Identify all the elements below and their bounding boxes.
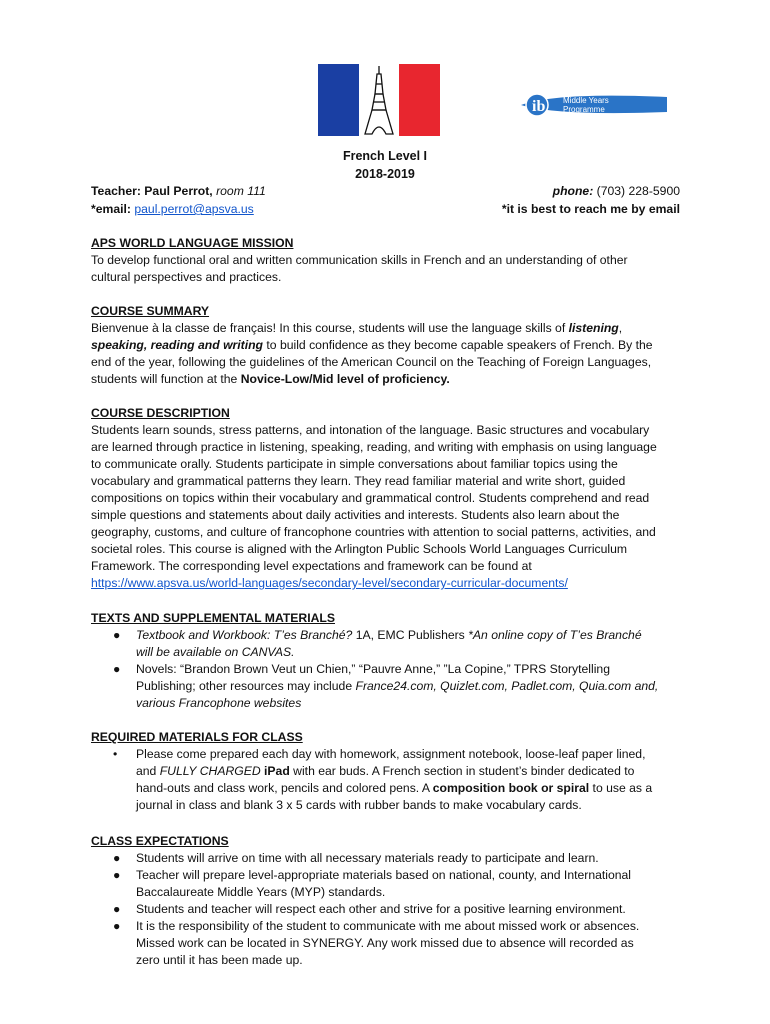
curriculum-link[interactable]: https://www.apsva.us/world-languages/secondary-level/secondary-curricular-documents/ (91, 576, 568, 590)
bullet-icon: • (113, 747, 118, 761)
course-title: French Level I (342, 149, 428, 163)
expectation-text: Missed work can be located in SYNERGY. Any work missed due to absence will recorded as (136, 936, 634, 950)
summary-text: , (618, 321, 623, 335)
eiffel-tower-icon (359, 64, 399, 136)
summary-emphasis: listening (568, 321, 619, 335)
summary-line (91, 320, 691, 337)
novels-text: Novels: “Brandon Brown Veut un Chien,” “Pauvre Anne,” ”La Copine,” TPRS Storytelling (136, 662, 610, 676)
summary-heading: COURSE SUMMARY (91, 304, 210, 318)
ipad-text: iPad (260, 764, 290, 778)
required-text: journal in class and blank 3 x 5 cards with rubber bands to make vocabulary cards. (136, 798, 582, 812)
description-line: compositions on topics within their vocabulary and grammatical control. Students comprehend and read (91, 491, 650, 505)
summary-line (91, 337, 691, 354)
required-text: and (136, 764, 160, 778)
resources-text: Publishing; other resources may include (136, 679, 356, 693)
svg-text:Programme: Programme (563, 105, 605, 114)
school-year: 2018-2019 (355, 167, 415, 181)
bullet-icon: ● (113, 851, 121, 865)
email-link[interactable]: paul.perrot@apsva.us (134, 202, 254, 216)
description-line: to communicate orally. Students participate in simple conversations about familiar topics using the (91, 457, 618, 471)
flag-blue-band (318, 64, 359, 136)
description-line: vocabulary and grammatical patterns they learn. They read familiar material and write short, guided (91, 474, 626, 488)
email-label: *email: (91, 202, 131, 216)
description-heading: COURSE DESCRIPTION (91, 406, 230, 420)
bullet-icon: ● (113, 919, 121, 933)
expectation-text: It is the responsibility of the student to communicate with me about missed work or absences. (136, 919, 640, 933)
websites-list: France24.com, Quizlet.com, Padlet.com, Quia.com and, (355, 679, 659, 693)
textbook-title: Textbook and Workbook: T’es Branché? (136, 628, 353, 642)
expectation-text: Teacher will prepare level-appropriate materials based on national, county, and International (136, 868, 632, 882)
list-item (91, 867, 691, 901)
expectation-text: Students and teacher will respect each other and strive for a positive learning environment. (136, 902, 626, 916)
phone-number: (703) 228-5900 (596, 184, 680, 198)
required-section (91, 729, 691, 814)
description-line: Framework. The corresponding level expectations and framework can be found at (91, 559, 532, 573)
publisher-text: 1A, EMC Publishers (352, 628, 469, 642)
summary-line: end of the year, following the guidelines of the American Council on the Teaching of Foreign Languages, (91, 355, 652, 369)
summary-emphasis: speaking, reading and writing (91, 338, 264, 352)
description-line: are learned through practice in listening, speaking, reading, and writing with emphasis on using language (91, 440, 657, 454)
expectations-heading: CLASS EXPECTATIONS (91, 834, 229, 848)
canvas-note: will be available on CANVAS. (136, 645, 295, 659)
mission-section (91, 235, 691, 286)
description-section (91, 405, 691, 592)
description-line: simple questions and statements about daily activities and interests. Students also learn about the (91, 508, 620, 522)
list-item (91, 918, 691, 969)
summary-text: Bienvenue à la classe de français! In this course, students will use the language skills of (91, 321, 569, 335)
bullet-icon: ● (113, 628, 121, 642)
list-item (91, 746, 691, 814)
expectation-text: zero until it has been made up. (136, 953, 303, 967)
description-line: societal roles. This course is aligned with the Arlington Public Schools World Languages Curriculum (91, 542, 628, 556)
proficiency-level: Novice-Low/Mid level of proficiency. (240, 372, 450, 386)
required-text: with ear buds. A French section in student’s binder dedicated to (289, 764, 635, 778)
summary-text: students will function at the (91, 372, 241, 386)
bullet-icon: ● (113, 662, 121, 676)
mission-text-line: To develop functional oral and written communication skills in French and an understanding of other (91, 253, 628, 267)
mission-heading: APS WORLD LANGUAGE MISSION (91, 236, 294, 250)
required-text: Please come prepared each day with homework, assignment notebook, loose-leaf paper lined, (136, 747, 646, 761)
room-number: room 111 (216, 184, 266, 198)
required-text: to use as a (589, 781, 653, 795)
mission-text-line: cultural perspectives and practices. (91, 270, 282, 284)
list-item (91, 901, 691, 918)
teacher-label: Teacher: Paul Perrot, (91, 184, 213, 198)
required-text: hand-outs and class work, pencils and colored pens. A (136, 781, 433, 795)
bullet-icon: ● (113, 868, 121, 882)
expectations-section (91, 833, 691, 969)
svg-text:ib: ib (532, 98, 546, 115)
list-item (91, 627, 691, 661)
websites-list: various Francophone websites (136, 696, 302, 710)
composition-book-text: composition book or spiral (432, 781, 590, 795)
texts-heading: TEXTS AND SUPPLEMENTAL MATERIALS (91, 611, 335, 625)
ib-myp-logo (517, 92, 669, 118)
description-line: geography, customs, and culture of francophone countries with attention to social patterns, activities, and (91, 525, 656, 539)
teacher-line (91, 184, 266, 198)
french-flag-eiffel-tower-image (318, 64, 440, 136)
required-heading: REQUIRED MATERIALS FOR CLASS (91, 730, 303, 744)
expectation-text: Baccalaureate Middle Years (MYP) standards. (136, 885, 386, 899)
summary-line (91, 371, 691, 388)
bullet-icon: ● (113, 902, 121, 916)
description-line: Students learn sounds, stress patterns, and intonation of the language. Basic structures and vocabulary (91, 423, 650, 437)
contact-note: *it is best to reach me by email (501, 202, 680, 216)
phone-line (553, 184, 680, 198)
svg-text:Middle Years: Middle Years (563, 96, 609, 105)
expectation-text: Students will arrive on time with all necessary materials ready to participate and learn. (136, 851, 599, 865)
list-item (91, 850, 691, 867)
summary-text: to build confidence as they become capable speakers of French. By the (263, 338, 653, 352)
phone-label: phone: (552, 184, 594, 198)
fully-charged-text: FULLY CHARGED (159, 764, 261, 778)
online-copy-note: *An online copy of T’es Branché (468, 628, 642, 642)
flag-red-band (399, 64, 440, 136)
texts-section (91, 610, 691, 712)
email-line (91, 202, 254, 216)
list-item (91, 661, 691, 712)
summary-section (91, 303, 691, 388)
